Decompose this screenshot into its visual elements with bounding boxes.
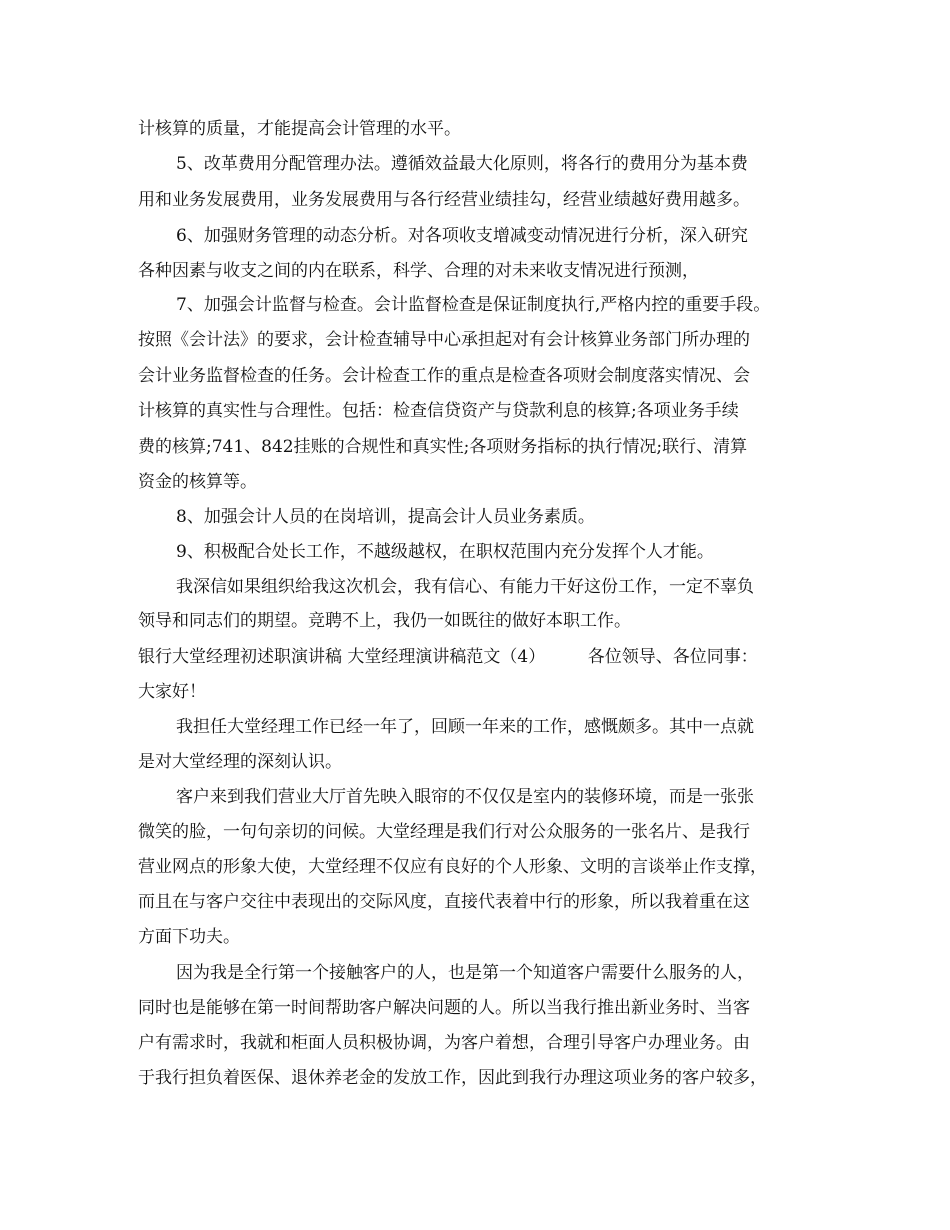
text-line: 各种因素与收支之间的内在联系，科学、合理的对未来收支情况进行预测，: [138, 261, 699, 281]
text-line: 5、改革费用分配管理办法。遵循效益最大化原则，将各行的费用分为基本费: [176, 154, 748, 174]
text-line: 费的核算;741、842挂账的合规性和真实性;各项财务指标的执行情况;联行、清算: [138, 437, 748, 457]
text-line: 方面下功夫。: [138, 927, 240, 947]
text-line: 计核算的质量，才能提高会计管理的水平。: [138, 119, 461, 139]
text-line: 营业网点的形象大使，大堂经理不仅应有良好的个人形象、文明的言谈举止作支撑，: [138, 857, 767, 877]
text-line: 于我行担负着医保、退休养老金的发放工作，因此到我行办理这项业务的客户较多，: [138, 1068, 767, 1088]
text-line: 资金的核算等。: [138, 472, 257, 492]
text-line: 会计业务监督检查的任务。会计检查工作的重点是检查各项财会制度落实情况、会: [138, 366, 750, 386]
text-line: 8、加强会计人员的在岗培训，提高会计人员业务素质。: [176, 507, 595, 527]
text-line: 按照《会计法》的要求，会计检查辅导中心承担起对有会计核算业务部门所办理的: [138, 330, 750, 350]
text-line: 我担任大堂经理工作已经一年了，回顾一年来的工作，感慨颇多。其中一点就: [176, 717, 754, 737]
text-line: 客户来到我们营业大厅首先映入眼帘的不仅仅是室内的装修环境，而是一张张: [176, 787, 754, 807]
text-line: 而且在与客户交往中表现出的交际风度，直接代表着中行的形象，所以我着重在这: [138, 892, 750, 912]
text-line: 户有需求时，我就和柜面人员积极协调，为客户着想，合理引导客户办理业务。由: [138, 1033, 750, 1053]
text-line: 用和业务发展费用，业务发展费用与各行经营业绩挂勾，经营业绩越好费用越多。: [138, 190, 750, 210]
text-line: 7、加强会计监督与检查。会计监督检查是保证制度执行,严格内控的重要手段。: [176, 295, 771, 315]
text-line: 因为我是全行第一个接触客户的人，也是第一个知道客户需要什么服务的人，: [176, 963, 754, 983]
text-line: 领导和同志们的期望。竞聘不上，我仍一如既往的做好本职工作。: [138, 611, 631, 631]
text-line: 大家好！: [138, 682, 206, 702]
text-line: 我深信如果组织给我这次机会，我有信心、有能力干好这份工作，一定不辜负: [176, 577, 754, 597]
heading-line: 银行大堂经理初述职演讲稿 大堂经理演讲稿范文（4） 各位领导、各位同事：: [138, 647, 758, 667]
text-line: 微笑的脸，一句句亲切的问候。大堂经理是我们行对公众服务的一张名片、是我行: [138, 822, 750, 842]
text-line: 计核算的真实性与合理性。包括：检查信贷资产与贷款利息的核算;各项业务手续: [138, 401, 739, 421]
text-line: 6、加强财务管理的动态分析。对各项收支增减变动情况进行分析，深入研究: [176, 226, 748, 246]
text-line: 是对大堂经理的深刻认识。: [138, 752, 342, 772]
text-line: 同时也是能够在第一时间帮助客户解决问题的人。所以当我行推出新业务时、当客: [138, 998, 750, 1018]
text-line: 9、积极配合处长工作，不越级越权，在职权范围内充分发挥个人才能。: [176, 542, 714, 562]
